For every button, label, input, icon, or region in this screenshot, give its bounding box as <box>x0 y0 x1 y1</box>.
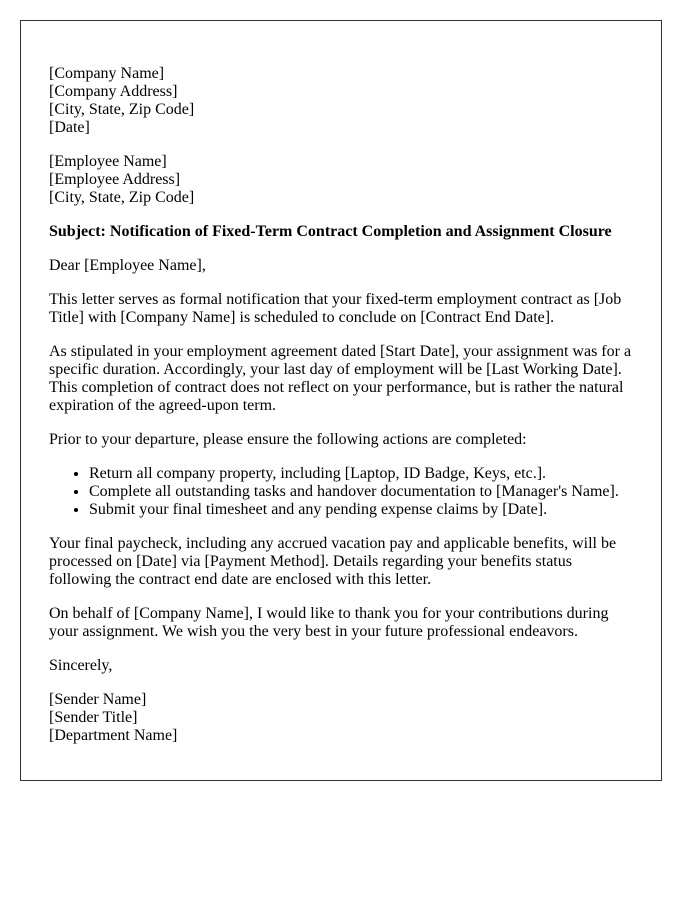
body-paragraph: As stipulated in your employment agreement dated [Start Date], your assignment was for a specific duration. Accordingly, your last day of employment will be [Last Working Date]. This completion of contract does not reflect on your performance, but is rather the natural expiration of the agreed-upon term. <box>49 343 632 414</box>
action-list <box>49 465 633 519</box>
body-paragraph: Your final paycheck, including any accrued vacation pay and applicable benefits, will be processed on [Date] via [Payment Method]. Details regarding your benefits status following the contract end date are enclosed with this letter. <box>49 535 617 588</box>
signature-block <box>49 691 633 745</box>
body-paragraph: On behalf of [Company Name], I would like to thank you for your contributions during your assignment. We wish you the very best in your future professional endeavors. <box>49 605 609 640</box>
company-name: [Company Name] <box>49 65 165 82</box>
subject-line: Subject: Notification of Fixed-Term Contract Completion and Assignment Closure <box>49 223 612 240</box>
company-city: [City, State, Zip Code] <box>49 101 195 118</box>
body-paragraph: Prior to your departure, please ensure the following actions are completed: <box>49 431 527 448</box>
sender-name: [Sender Name] <box>49 691 147 708</box>
action-item: • Complete all outstanding tasks and handover documentation to [Manager's Name]. <box>89 483 633 501</box>
letter <box>20 20 662 781</box>
body-paragraph: This letter serves as formal notification that your fixed-term employment contract as [Job Title] with [Company Name] is scheduled to conclude on [Contract End Date]. <box>49 291 622 326</box>
letter-date: [Date] <box>49 119 90 136</box>
salutation: Dear [Employee Name], <box>49 257 206 274</box>
recipient-address-block <box>49 153 633 207</box>
action-item: • Submit your final timesheet and any pending expense claims by [Date]. <box>89 501 633 519</box>
signoff: Sincerely, <box>49 657 113 674</box>
employee-name: [Employee Name] <box>49 153 167 170</box>
action-item: • Return all company property, including [Laptop, ID Badge, Keys, etc.]. <box>89 465 633 483</box>
department-name: [Department Name] <box>49 727 178 744</box>
employee-city: [City, State, Zip Code] <box>49 189 195 206</box>
sender-title: [Sender Title] <box>49 709 138 726</box>
employee-address: [Employee Address] <box>49 171 181 188</box>
company-address: [Company Address] <box>49 83 178 100</box>
